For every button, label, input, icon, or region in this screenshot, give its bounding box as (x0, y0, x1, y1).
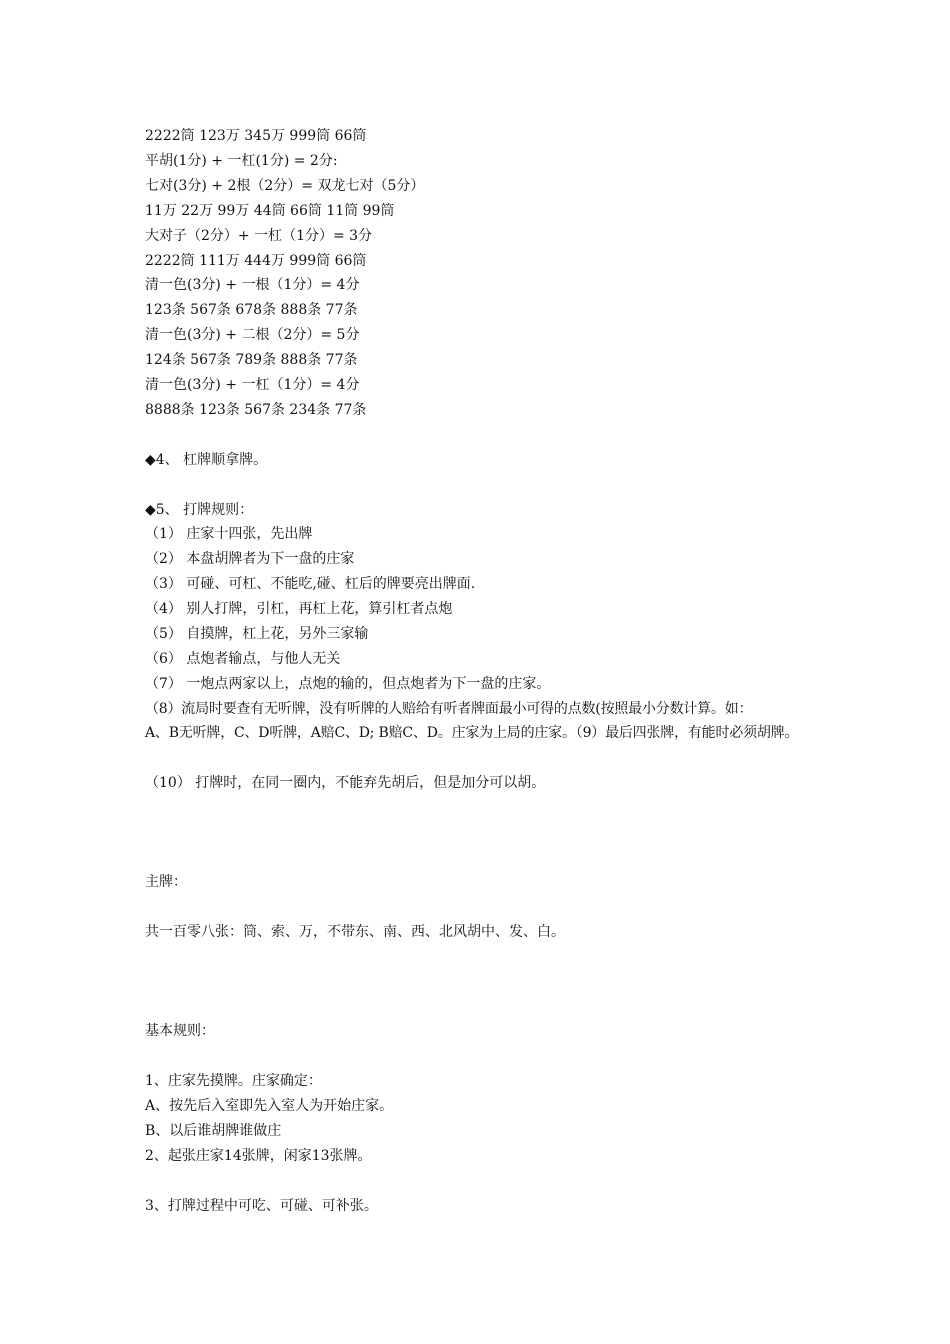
rule-item: （8）流局时要查有无听牌，没有听牌的人赔给有听者牌面最小可得的点数(按照最小分数计算。如： (145, 701, 753, 717)
text-line: 11万 22万 99万 44筒 66筒 11筒 99筒 (145, 203, 395, 219)
section-heading: 主牌： (145, 874, 187, 890)
rule-item: （2） 本盘胡牌者为下一盘的庄家 (145, 551, 355, 567)
section-heading: ◆4、 杠牌顺拿牌。 (145, 452, 268, 468)
text-line: 2、起张庄家14张牌，闲家13张牌。 (145, 1148, 372, 1164)
text-line: 清一色(3分) + 一杠（1分）= 4分 (145, 377, 360, 393)
text-line: 2222筒 111万 444万 999筒 66筒 (145, 253, 367, 269)
rule-item: （7） 一炮点两家以上，点炮的输的，但点炮者为下一盘的庄家。 (145, 676, 551, 692)
text-line: 大对子（2分）+ 一杠（1分）= 3分 (145, 228, 373, 244)
text-line: 2222筒 123万 345万 999筒 66筒 (145, 128, 367, 144)
section-heading: 基本规则： (145, 1023, 215, 1039)
rule-item: （4） 别人打牌，引杠，再杠上花，算引杠者点炮 (145, 601, 453, 617)
text-line: 清一色(3分) + 一根（1分）= 4分 (145, 277, 360, 293)
section-heading: ◆5、 打牌规则： (145, 502, 254, 518)
text-line: A、按先后入室即先入室人为开始庄家。 (145, 1098, 394, 1114)
rule-item: A、B无听牌，C、D听牌，A赔C、D; B赔C、D。庄家为上局的庄家。（9）最后四张牌，有能时必须胡牌。 (145, 725, 799, 741)
text-line: 1、庄家先摸牌。庄家确定： (145, 1073, 322, 1089)
rule-item: （6） 点炮者输点，与他人无关 (145, 651, 341, 667)
rule-item: （10） 打牌时，在同一圈内，不能弃先胡后，但是加分可以胡。 (145, 775, 546, 791)
text-line: B、以后谁胡牌谁做庄 (145, 1123, 282, 1139)
text-line: 清一色(3分) + 二根（2分）= 5分 (145, 327, 360, 343)
rule-item: （5） 自摸牌，杠上花，另外三家输 (145, 626, 369, 642)
text-line: 共一百零八张：筒、索、万，不带东、南、西、北风胡中、发、白。 (145, 924, 565, 940)
rule-item: （1） 庄家十四张，先出牌 (145, 526, 313, 542)
text-line: 3、打牌过程中可吃、可碰、可补张。 (145, 1198, 378, 1214)
text-line: 平胡(1分) + 一杠(1分) = 2分: (145, 153, 338, 169)
rule-item: （3） 可碰、可杠、不能吃,碰、杠后的牌要亮出牌面. (145, 576, 476, 592)
text-line: 8888条 123条 567条 234条 77条 (145, 402, 367, 418)
text-line: 七对(3分) + 2根（2分）= 双龙七对（5分） (145, 178, 425, 194)
text-line: 124条 567条 789条 888条 77条 (145, 352, 358, 368)
text-line: 123条 567条 678条 888条 77条 (145, 302, 358, 318)
